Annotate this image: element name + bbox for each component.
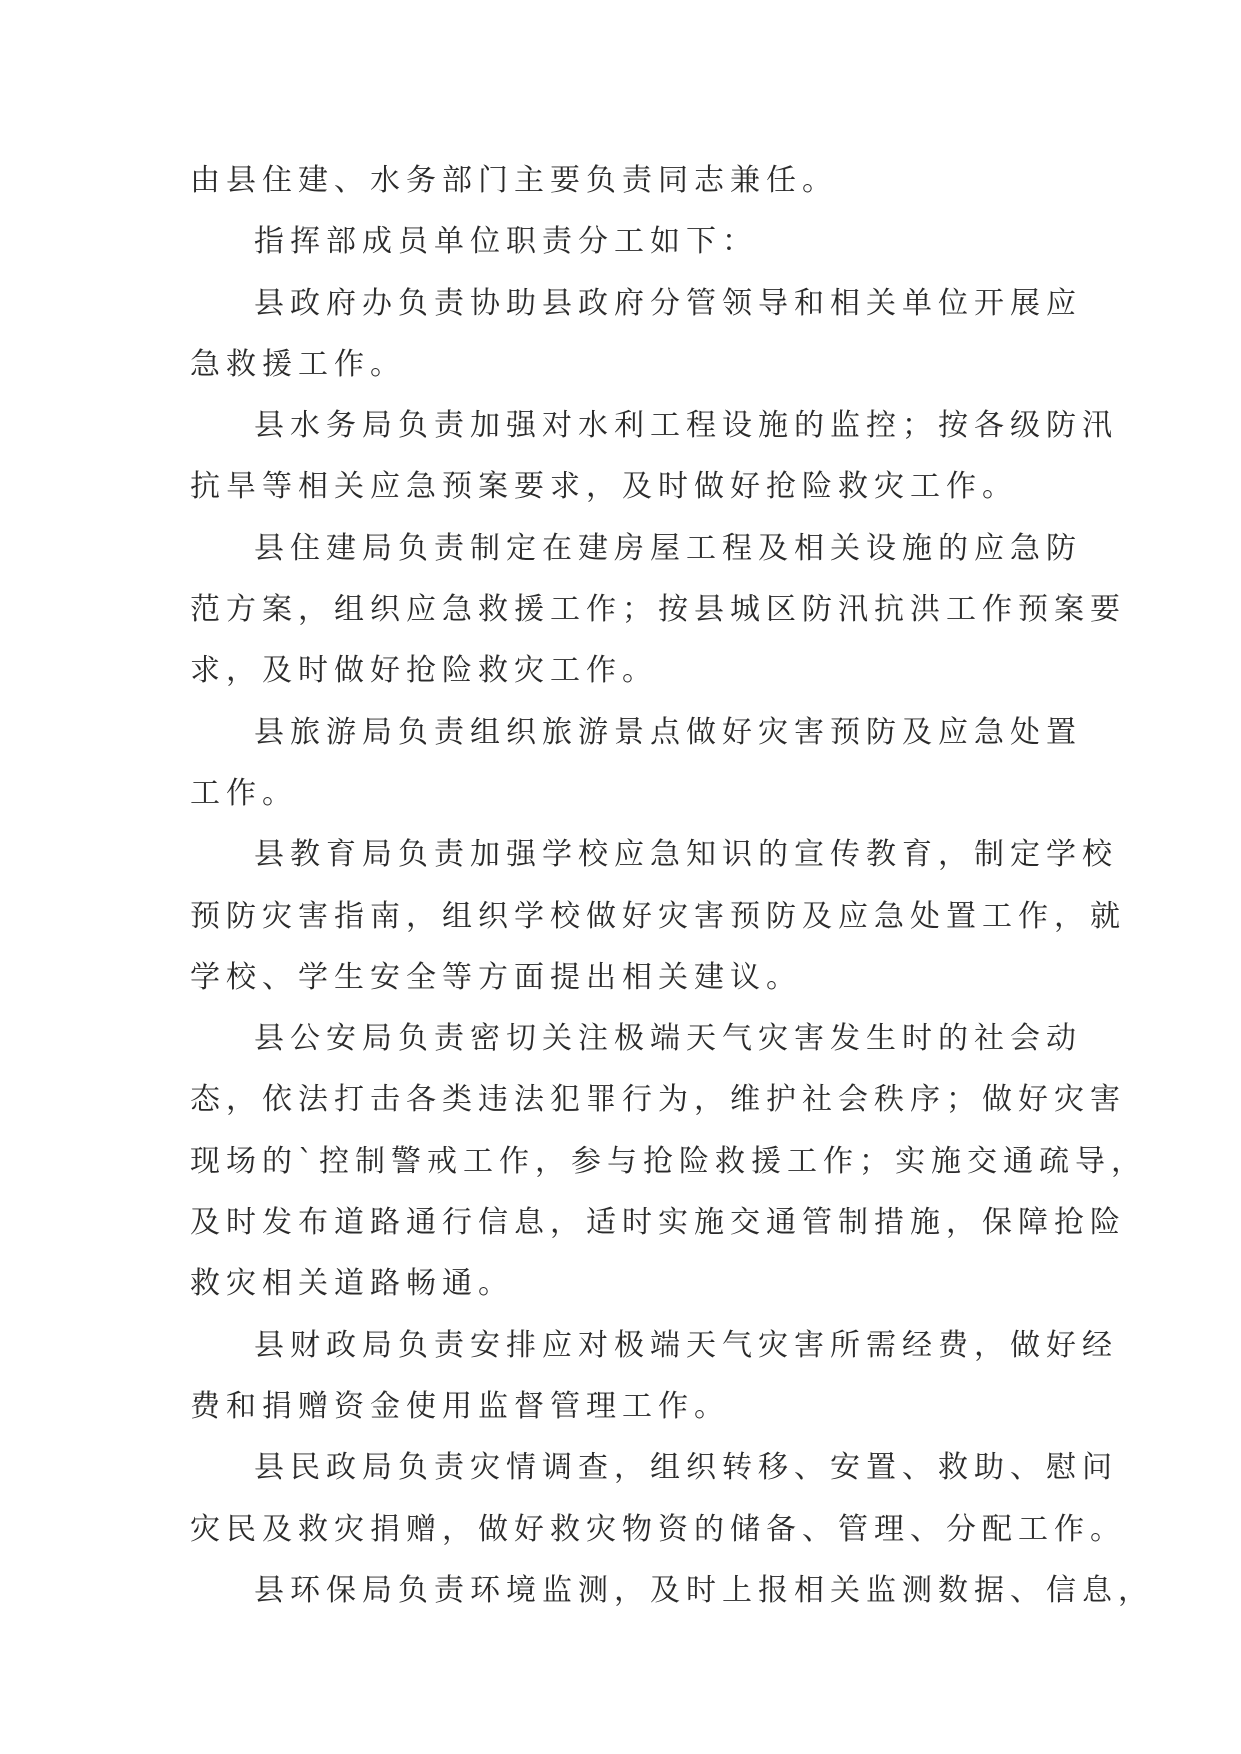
text-line: 灾民及救灾捐赠，做好救灾物资的储备、管理、分配工作。 <box>190 1511 1126 1547</box>
text-line: 预防灾害指南，组织学校做好灾害预防及应急处置工作，就 <box>190 898 1126 934</box>
text-line: 县旅游局负责组织旅游景点做好灾害预防及应急处置 <box>254 714 1082 750</box>
text-line: 由县住建、水务部门主要负责同志兼任。 <box>190 163 838 198</box>
text-line: 及时发布道路通行信息，适时实施交通管制措施，保障抢险 <box>190 1205 1126 1241</box>
text-line: 费和捐赠资金使用监督管理工作。 <box>190 1388 730 1424</box>
text-line: 现场的`控制警戒工作，参与抢险救援工作；实施交通疏导， <box>190 1143 1147 1179</box>
text-line: 态，依法打击各类违法犯罪行为，维护社会秩序；做好灾害 <box>190 1082 1126 1118</box>
text-line: 县政府办负责协助县政府分管领导和相关单位开展应 <box>254 285 1082 321</box>
text-line: 县民政局负责灾情调查，组织转移、安置、救助、慰问 <box>254 1450 1118 1486</box>
text-line: 县公安局负责密切关注极端天气灾害发生时的社会动 <box>254 1021 1082 1057</box>
text-line: 抗旱等相关应急预案要求，及时做好抢险救灾工作。 <box>190 469 1018 505</box>
text-line: 县住建局负责制定在建房屋工程及相关设施的应急防 <box>254 530 1082 566</box>
document-body <box>190 150 1154 1621</box>
text-line: 工作。 <box>190 775 298 811</box>
text-line: 县教育局负责加强学校应急知识的宣传教育，制定学校 <box>254 837 1118 873</box>
text-line: 求，及时做好抢险救灾工作。 <box>190 653 658 689</box>
text-line: 急救援工作。 <box>190 346 406 382</box>
text-line: 救灾相关道路畅通。 <box>190 1266 514 1302</box>
text-line: 学校、学生安全等方面提出相关建议。 <box>190 959 802 995</box>
text-line: 县财政局负责安排应对极端天气灾害所需经费，做好经 <box>254 1327 1118 1363</box>
text-line: 县环保局负责环境监测，及时上报相关监测数据、信息， <box>254 1572 1154 1608</box>
text-line: 范方案，组织应急救援工作；按县城区防汛抗洪工作预案要 <box>190 592 1126 628</box>
text-line: 县水务局负责加强对水利工程设施的监控；按各级防汛 <box>254 408 1118 444</box>
text-line: 指挥部成员单位职责分工如下： <box>254 224 758 260</box>
